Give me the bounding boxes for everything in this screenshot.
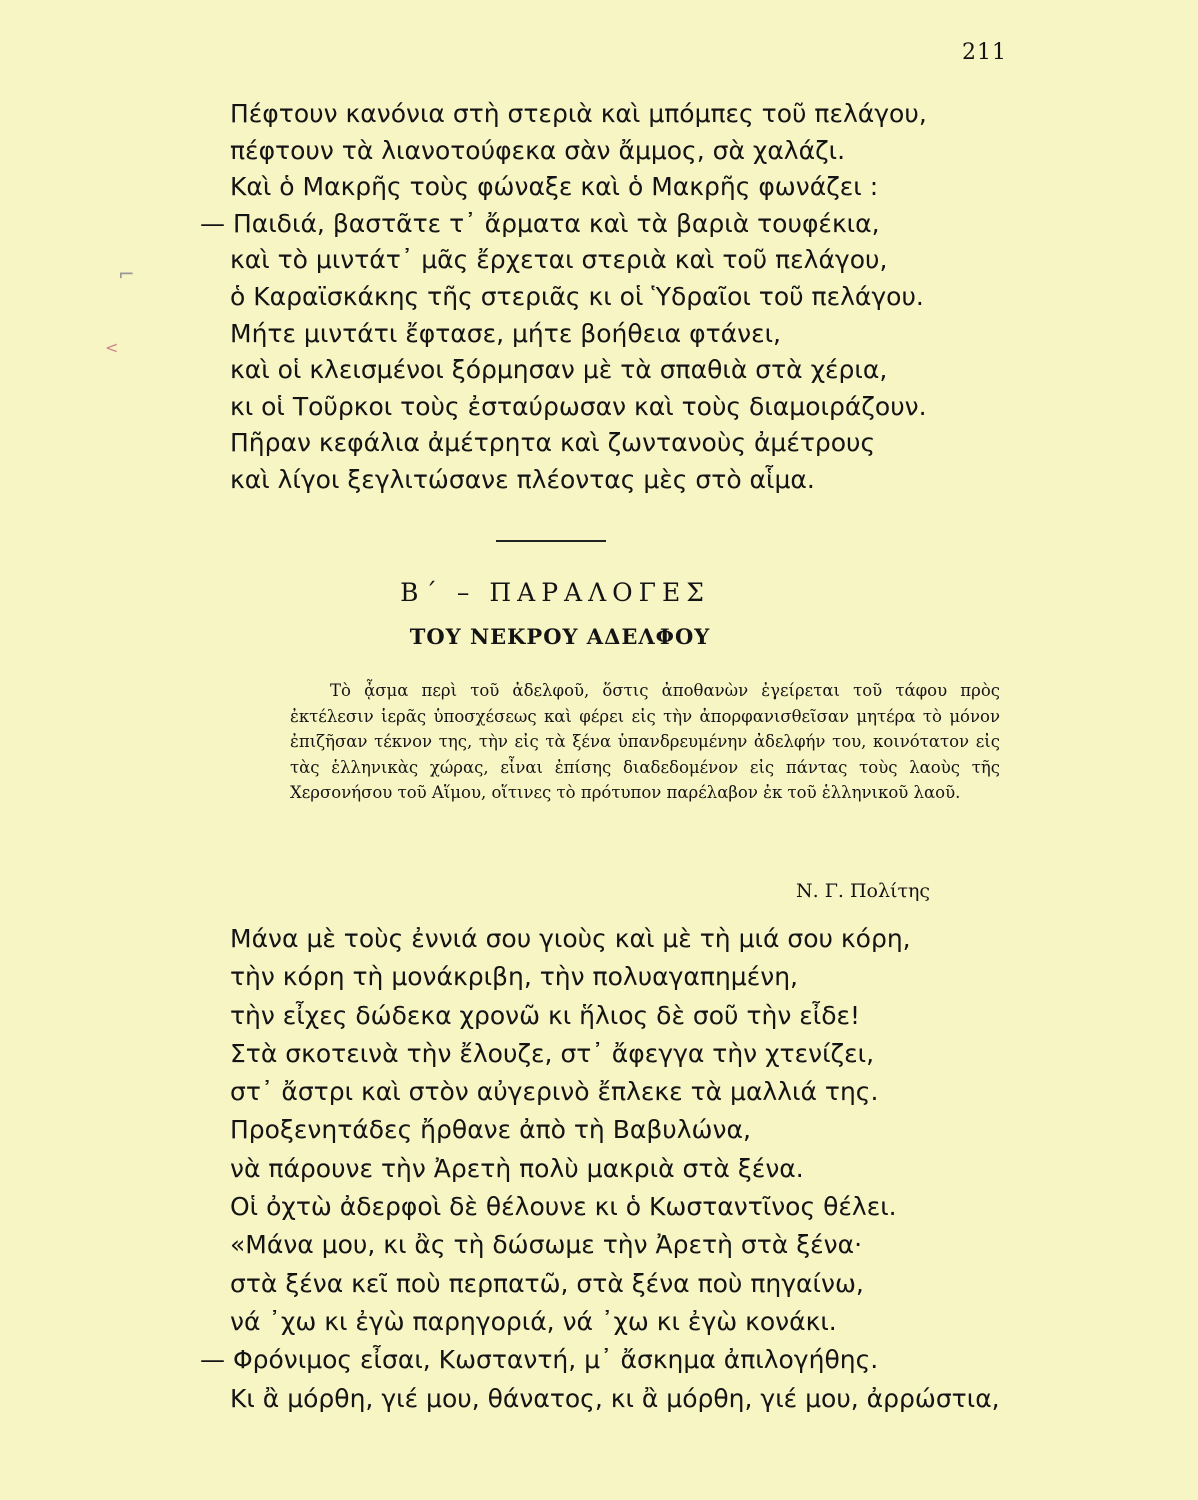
page-number: 211 bbox=[962, 40, 1007, 65]
verse-line: τὴν εἶχες δώδεκα χρονῶ κι ἥλιος δὲ σοῦ τὴν εἶδε! bbox=[230, 1000, 861, 1030]
verse-line: Καὶ ὁ Μακρῆς τοὺς φώναξε καὶ ὁ Μακρῆς φωνάζει : bbox=[230, 172, 879, 202]
verse-line: Στὰ σκοτεινὰ τὴν ἔλουζε, στ᾽ ἄφεγγα τὴν χτενίζει, bbox=[230, 1038, 875, 1068]
verse-line: Κι ἂ μόρθη, γιέ μου, θάνατος, κι ἂ μόρθη, γιέ μου, ἀρρώστια, bbox=[230, 1383, 1000, 1413]
attribution: Ν. Γ. Πολίτης bbox=[796, 880, 931, 902]
verse-line: καὶ λίγοι ξεγλιτώσανε πλέοντας μὲς στὸ αἷμα. bbox=[230, 464, 815, 494]
song-title: ΤΟΥ ΝΕΚΡΟΥ ΑΔΕΛΦΟΥ bbox=[409, 624, 711, 649]
verse-line: Μήτε μιντάτι ἔφτασε, μήτε βοήθεια φτάνει, bbox=[230, 318, 781, 348]
verse-line: ὁ Καραϊσκάκης τῆς στεριᾶς κι οἱ Ὑδραῖοι τοῦ πελάγου. bbox=[230, 281, 924, 311]
margin-mark-icon: < bbox=[105, 338, 119, 357]
verse-line: Προξενητάδες ἤρθανε ἀπὸ τὴ Βαβυλώνα, bbox=[230, 1115, 751, 1145]
verse-block-1 bbox=[200, 96, 1030, 499]
verse-line: — Φρόνιμος εἶσαι, Κωσταντή, μ᾽ ἄσκημα ἀπιλογήθης. bbox=[200, 1345, 879, 1375]
verse-line: καὶ οἱ κλεισμένοι ξόρμησαν μὲ τὰ σπαθιὰ στὰ χέρια, bbox=[230, 355, 888, 385]
verse-line: νά ᾽χω κι ἐγὼ παρηγοριά, νά ᾽χω κι ἐγὼ κονάκι. bbox=[230, 1306, 837, 1336]
verse-line: πέφτουν τὰ λιανοτούφεκα σὰν ἄμμος, σὰ χαλάζι. bbox=[230, 135, 846, 165]
verse-block-2 bbox=[200, 920, 1030, 1418]
verse-line: Οἱ ὀχτὼ ἀδερφοὶ δὲ θέλουνε κι ὁ Κωσταντῖνος θέλει. bbox=[230, 1192, 897, 1222]
margin-mark-icon: ⌐ bbox=[118, 262, 135, 286]
verse-line: στὰ ξένα κεῖ ποὺ περπατῶ, στὰ ξένα ποὺ πηγαίνω, bbox=[230, 1268, 864, 1298]
verse-line: κι οἱ Τοῦρκοι τοὺς ἐσταύρωσαν καὶ τοὺς διαμοιράζουν. bbox=[230, 391, 927, 421]
section-heading: Β΄ – ΠΑΡΑΛΟΓΕΣ bbox=[400, 578, 710, 607]
verse-line: τὴν κόρη τὴ μονάκριβη, τὴν πολυαγαπημένη, bbox=[230, 962, 798, 992]
section-divider bbox=[496, 540, 606, 542]
verse-line: νὰ πάρουνε τὴν Ἀρετὴ πολὺ μακριὰ στὰ ξένα. bbox=[230, 1153, 804, 1183]
verse-line: Μάνα μὲ τοὺς ἐννιά σου γιοὺς καὶ μὲ τὴ μιά σου κόρη, bbox=[230, 924, 911, 953]
verse-line: Πέφτουν κανόνια στὴ στεριὰ καὶ μπόμπες τοῦ πελάγου, bbox=[230, 99, 927, 128]
verse-line: Πῆραν κεφάλια ἀμέτρητα καὶ ζωντανοὺς ἀμέτρους bbox=[230, 428, 876, 458]
intro-paragraph: Τὸ ᾆσμα περὶ τοῦ ἀδελφοῦ, ὅστις ἀποθανὼν ἐγείρεται τοῦ τάφου πρὸς ἐκτέλεσιν ἱερᾶς ὑποσχέσεως καὶ φέρει εἰς τὴν ἀπορφανισθεῖσαν μητέρα τὸ μόνον ἐπιζῆσαν τέκνον της, τὴν εἰς τὰ ξένα ὑπανδρευμένην ἀδελφήν του, κοινότατον εἰς τὰς ἑλληνικὰς χώρας, εἶναι ἐπίσης διαδεδομένον εἰς πάντας τοὺς λαοὺς τῆς Χερσονήσου τοῦ Αἵμου, οἵτινες τὸ πρότυπον παρέλαβον ἐκ τοῦ ἑλληνικοῦ λαοῦ. bbox=[290, 681, 1000, 803]
verse-line: καὶ τὸ μιντάτ᾽ μᾶς ἔρχεται στεριὰ καὶ τοῦ πελάγου, bbox=[230, 245, 888, 275]
verse-line: «Μάνα μου, κι ἂς τὴ δώσωμε τὴν Ἀρετὴ στὰ ξένα· bbox=[230, 1230, 863, 1260]
verse-line: — Παιδιά, βαστᾶτε τ᾽ ἄρματα καὶ τὰ βαριὰ τουφέκια, bbox=[200, 208, 880, 238]
verse-line: στ᾽ ἄστρι καὶ στὸν αὐγερινὸ ἔπλεκε τὰ μαλλιά της. bbox=[230, 1077, 879, 1107]
